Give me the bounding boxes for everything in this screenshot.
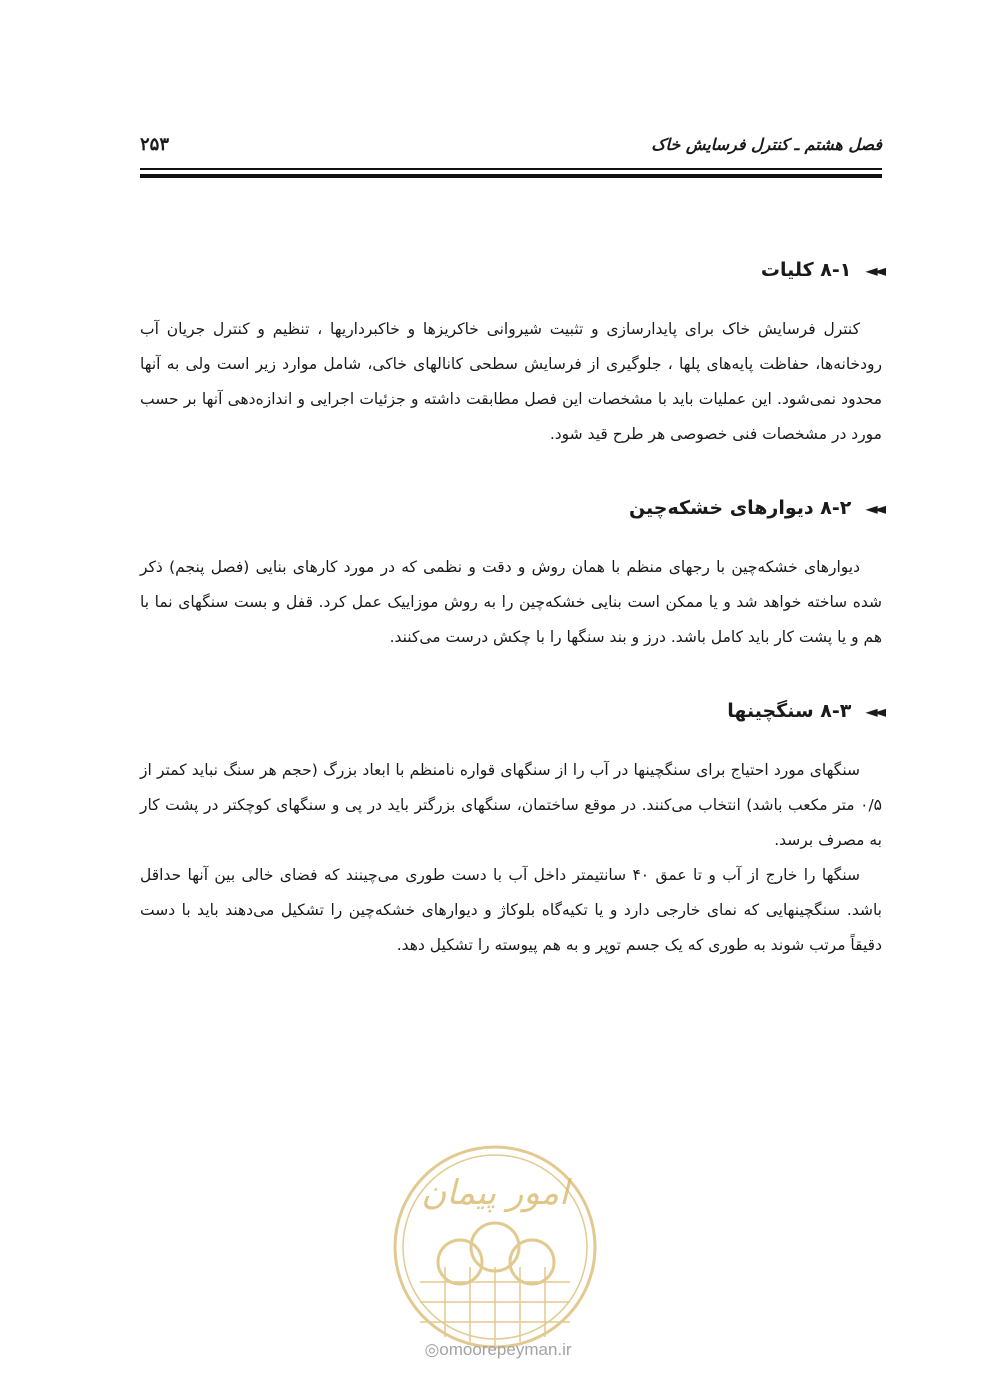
double-arrow-icon: ◄◄: [865, 260, 882, 280]
page-body: [140, 250, 882, 999]
watermark-logo: [390, 1142, 600, 1352]
paragraph: سنگهای مورد احتیاج برای سنگچینها در آب را از سنگهای قواره نامنظم با ابعاد بزرگ (حجم هر سنگ نباید کمتر از ۰/۵ متر مکعب باشد) انتخاب می‌کنند. در موقع ساختمان، سنگهای بزرگتر باید در پی و سنگهای کوچکتر در پشت کار به مصرف برسد.: [140, 761, 882, 849]
instagram-icon: ◎: [424, 1340, 440, 1359]
double-arrow-icon: ◄◄: [865, 498, 882, 518]
page-header: [140, 128, 882, 160]
section-heading: [140, 250, 882, 290]
section-title: ۸-۲ دیوارهای خشکه‌چین: [628, 497, 852, 519]
section-riprap: [140, 691, 882, 963]
paragraph: کنترل فرسایش خاک برای پایدارسازی و تثبیت شیروانی خاکریزها و خاکبرداریها ، تنظیم و کنترل جریان آب رودخانه‌ها، حفاظت پایه‌های پلها ، جلوگیری از فرسایش سطحی کانالهای خاکی، شامل موارد زیر است ولی به آنها محدود نمی‌شود. این عملیات باید با مشخصات این فصل مطابقت داشته و جزئیات اجرایی و اندازه‌دهی آنها بر حسب مورد در مشخصات فنی خصوصی هر طرح قید شود.: [140, 320, 882, 443]
running-title: فصل هشتم ـ کنترل فرسایش خاک: [651, 134, 882, 154]
header-rule-thick: [140, 174, 882, 178]
watermark-logo-text: امور پیمان: [421, 1173, 569, 1213]
watermark-site: ◎omoorepeyman.ir: [424, 1340, 572, 1359]
section-heading: [140, 488, 882, 528]
header-rule-thin: [140, 168, 882, 170]
double-arrow-icon: ◄◄: [865, 701, 882, 721]
paragraph: دیوارهای خشکه‌چین با رجهای منظم با همان روش و دقت و نظمی که در مورد کارهای بنایی (فصل پنجم) ذکر شده ساخته خواهد شد و یا ممکن است بنایی خشکه‌چین را به روش موزاییک عمل کرد. قفل و بست سنگهای نما با هم و یا پشت کار باید کامل باشد. درز و بند سنگها را با چکش درست می‌کنند.: [140, 558, 882, 646]
paragraph: سنگها را خارج از آب و تا عمق ۴۰ سانتیمتر داخل آب با دست طوری می‌چینند که فضای خالی بین آنها حداقل باشد. سنگچینهایی که نمای خارجی دارد و یا تکیه‌گاه بلوکاژ و دیوارهای خشکه‌چین را تشکیل می‌دهند باید با دست دقیقاً مرتب شوند به طوری که یک جسم توپر و به هم پیوسته را تشکیل دهد.: [140, 866, 882, 954]
page-number: ۲۵۳: [140, 133, 170, 155]
section-heading: [140, 691, 882, 731]
section-general: [140, 250, 882, 452]
section-title: ۸-۳ سنگچینها: [727, 700, 852, 722]
section-title: ۸-۱ کلیات: [760, 259, 852, 281]
section-dry-stone-walls: [140, 488, 882, 655]
